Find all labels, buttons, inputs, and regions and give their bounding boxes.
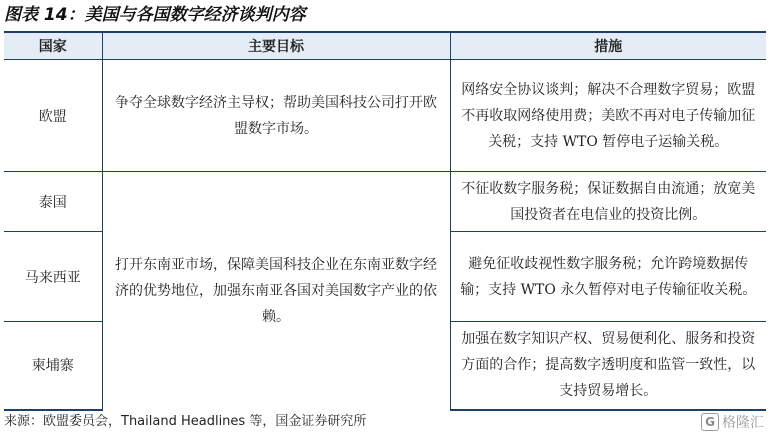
measures-cell: 加强在数字知识产权、贸易便利化、服务和投资方面的合作；提高数字透明度和监管一致性，以支持贸易增长。 (450, 322, 766, 410)
header-country: 国家 (4, 32, 102, 60)
logo-icon: G (701, 413, 719, 431)
negotiation-table (4, 31, 766, 411)
source-note: 来源：欧盟委员会，Thailand Headlines 等，国金证券研究所 (4, 414, 367, 429)
table-row (4, 172, 766, 232)
country-cell: 马来西亚 (4, 232, 102, 322)
measures-cell: 不征收数字服务税；保证数据自由流通；放宽美国投资者在电信业的投资比例。 (450, 172, 766, 232)
header-goal: 主要目标 (102, 32, 450, 60)
table-row (4, 60, 766, 172)
measures-cell: 避免征收歧视性数字服务税；允许跨境数据传输；支持 WTO 永久暂停对电子传输征收关税。 (450, 232, 766, 322)
measures-cell: 网络安全协议谈判；解决不合理数字贸易；欧盟不再收取网络使用费；美欧不再对电子传输加征关税；支持 WTO 暂停电子运输关税。 (450, 60, 766, 172)
goal-cell: 争夺全球数字经济主导权；帮助美国科技公司打开欧盟数字市场。 (102, 60, 450, 172)
table-header-row (4, 32, 766, 60)
figure-title: 图表 14：美国与各国数字经济谈判内容 (4, 5, 306, 25)
goal-cell: 打开东南亚市场，保障美国科技企业在东南亚数字经济的优势地位，加强东南亚各国对美国数字产业的依赖。 (102, 172, 450, 410)
header-measures: 措施 (450, 32, 766, 60)
country-cell: 柬埔寨 (4, 322, 102, 410)
watermark-logo (701, 411, 764, 433)
watermark-text: 格隆汇 (722, 415, 764, 431)
country-cell: 泰国 (4, 172, 102, 232)
country-cell: 欧盟 (4, 60, 102, 172)
